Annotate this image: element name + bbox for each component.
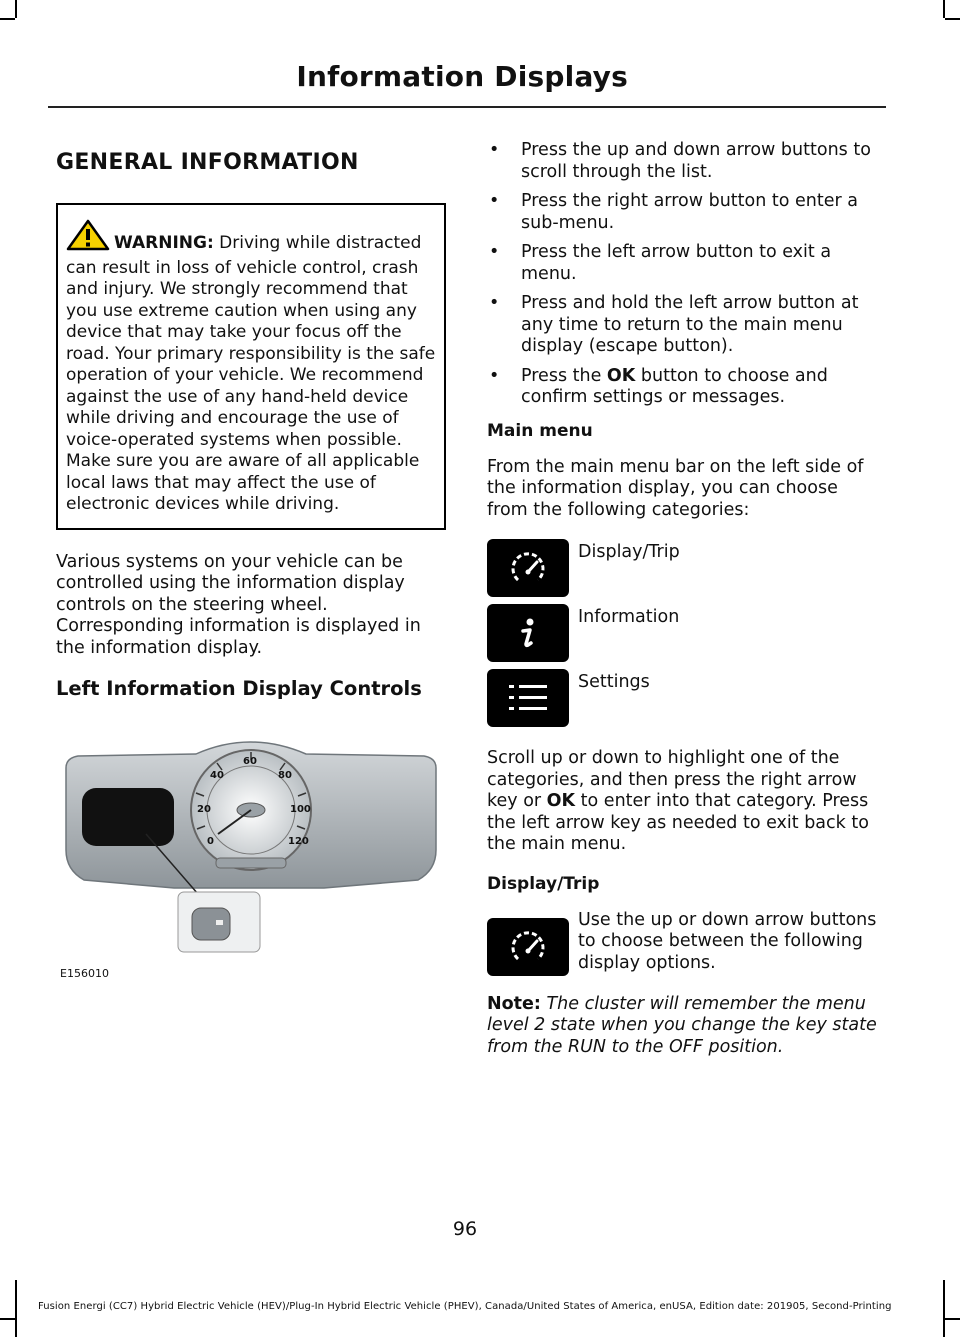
main-menu-intro: From the main menu bar on the left side of the information display, you can choose from the following categories:	[487, 456, 864, 520]
crop-mark	[945, 18, 960, 20]
list-item-text: Press the right arrow button to enter a sub-menu.	[521, 191, 858, 233]
list-item	[487, 140, 882, 183]
page-footer: Fusion Energi (CC7) Hybrid Electric Vehicle (HEV)/Plug-In Hybrid Electric Vehicle (PHEV), Canada/United States of America, enUSA, Edition date: 201905, Second-Printing	[38, 1301, 892, 1312]
menu-item-label: Display/Trip	[578, 542, 680, 562]
display-trip-row	[487, 910, 882, 982]
menu-item-label: Information	[578, 607, 680, 627]
bullet-dot: •	[489, 365, 500, 386]
speedo-label-120: 120	[288, 836, 309, 847]
display-trip-text: Use the up or down arrow buttons to choose between the following display options.	[578, 909, 877, 973]
bullet-dot: •	[489, 191, 500, 211]
list-icon	[487, 669, 569, 727]
bullet-dot: •	[489, 293, 500, 313]
speedo-label-60: 60	[243, 756, 257, 767]
crop-mark	[943, 1280, 945, 1337]
crop-mark	[945, 1318, 960, 1320]
scroll-paragraph	[487, 748, 882, 856]
list-item-text-pre: Press the	[521, 365, 607, 386]
instrument-cluster-figure	[56, 730, 446, 980]
warning-box	[56, 203, 446, 530]
list-item-text: Press the left arrow button to exit a menu.	[521, 242, 832, 284]
speedo-label-40: 40	[210, 770, 224, 781]
section-title: GENERAL INFORMATION	[56, 150, 359, 175]
left-controls-heading: Left Information Display Controls	[56, 677, 422, 700]
intro-paragraph: Various systems on your vehicle can be controlled using the information display controls on the steering wheel. Corresponding information is displayed in the information display.	[56, 551, 421, 658]
list-item	[487, 366, 882, 409]
bullet-list	[487, 140, 882, 409]
header-divider	[48, 106, 886, 108]
gauge-icon	[487, 539, 569, 597]
note-text: The cluster will remember the menu level 2 state when you change the key state from the RUN to the OFF position.	[487, 993, 877, 1057]
bullet-dot: •	[489, 140, 500, 160]
list-item-text: Press the up and down arrow buttons to scroll through the list.	[521, 140, 871, 182]
list-item	[487, 191, 882, 234]
info-icon	[487, 604, 569, 662]
page-header-title: Information Displays	[296, 60, 628, 93]
gauge-icon	[487, 918, 569, 976]
ok-keyword: OK	[546, 791, 576, 811]
ok-keyword: OK	[606, 365, 636, 386]
list-item	[487, 242, 882, 285]
speedo-label-20: 20	[197, 804, 211, 815]
figure-code: E156010	[60, 967, 109, 980]
bullet-dot: •	[489, 242, 500, 262]
warning-triangle-icon	[66, 219, 110, 258]
warning-text: Driving while distracted can result in loss of vehicle control, crash and injury. We strongly recommend that you use extreme caution when using any device that may take your focus off the road. Your primary responsibility is the safe operation of your vehicle. We recommend against the use of any hand-held device while driving and encourage the use of voice-operated systems when possible. Make sure you are aware of all applicable local laws that may affect the use of electronic devices while driving.	[66, 233, 436, 514]
speedo-label-100: 100	[290, 804, 311, 815]
display-trip-heading: Display/Trip	[487, 873, 600, 894]
note-label: Note:	[487, 993, 541, 1014]
menu-item-label: Settings	[578, 672, 650, 692]
crop-mark	[15, 1280, 17, 1337]
main-menu-heading: Main menu	[487, 420, 593, 441]
left-column	[56, 140, 446, 980]
menu-item-display-trip	[487, 539, 882, 604]
instrument-cluster-illustration	[56, 730, 446, 960]
crop-mark	[0, 18, 15, 20]
crop-mark	[0, 1318, 15, 1320]
page-number: 96	[452, 1218, 478, 1240]
speedo-label-80: 80	[278, 770, 292, 781]
right-column	[487, 140, 882, 1058]
speedo-label-0: 0	[207, 836, 214, 847]
crop-mark	[15, 0, 17, 18]
warning-label: WARNING:	[114, 233, 214, 253]
crop-mark	[943, 0, 945, 18]
scroll-text-pre: Scroll up or down to highlight one of the categories, and then press the right arrow key or	[487, 748, 857, 811]
note-paragraph	[487, 994, 882, 1059]
list-item	[487, 293, 882, 358]
menu-item-settings	[487, 669, 882, 734]
scroll-text-post: to enter into that category. Press the left arrow key as needed to exit back to the main menu.	[487, 791, 869, 854]
list-item-text-post: button to choose and confirm settings or messages.	[521, 365, 828, 407]
list-item-text: Press and hold the left arrow button at any time to return to the main menu display (escape button).	[521, 293, 859, 356]
menu-item-information	[487, 604, 882, 669]
